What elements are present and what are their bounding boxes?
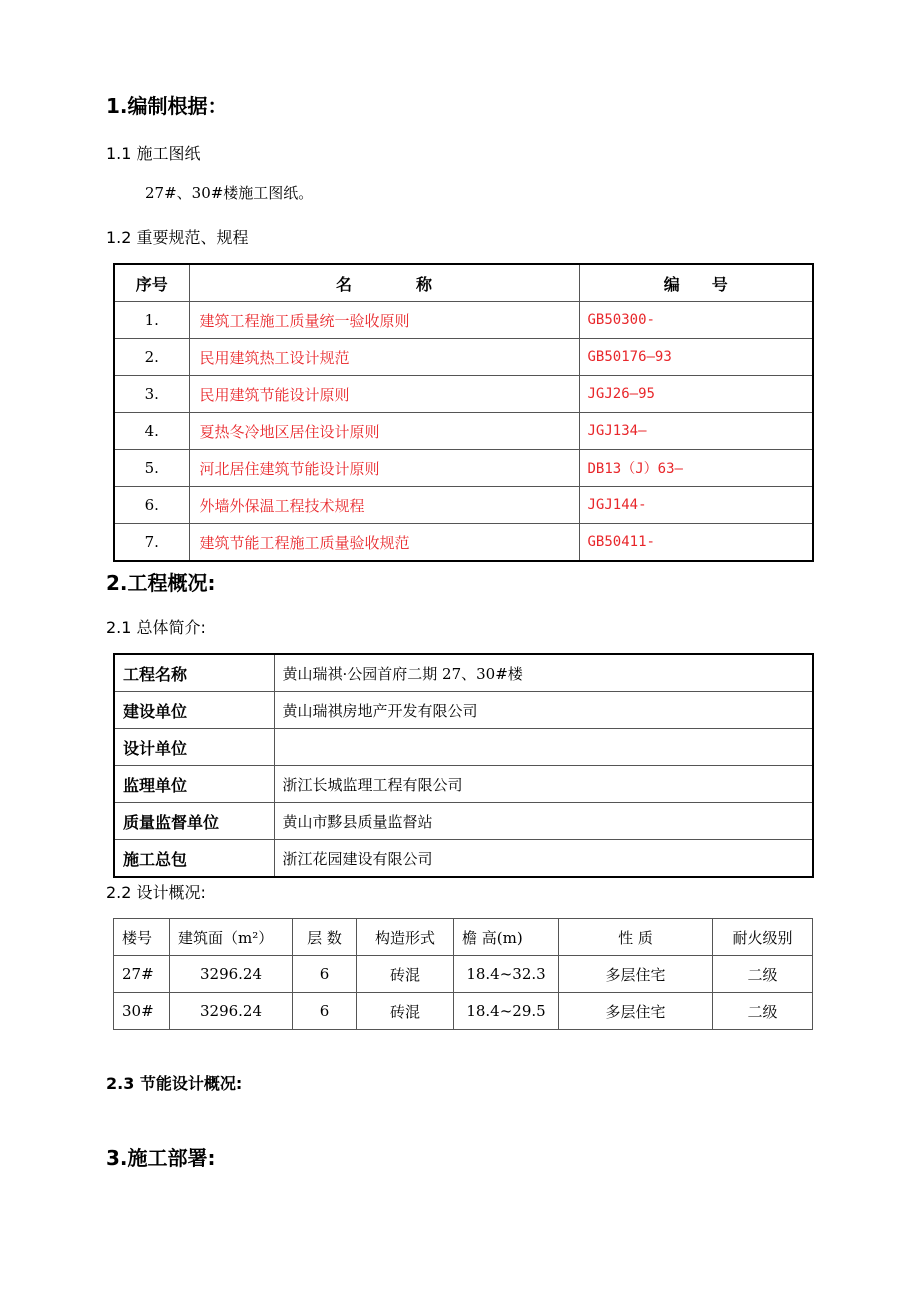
cell-building: 30# (114, 993, 170, 1030)
cell-building: 27# (114, 956, 170, 993)
header-building: 楼号 (114, 919, 170, 956)
row-name: 建筑节能工程施工质量验收规范 (189, 524, 579, 562)
overview-label: 建设单位 (114, 692, 274, 729)
overview-label: 监理单位 (114, 766, 274, 803)
table-row (114, 803, 813, 840)
table-row (114, 654, 813, 692)
row-name: 民用建筑节能设计原则 (189, 376, 579, 413)
table-row (114, 376, 813, 413)
header-no: 序号 (114, 264, 189, 302)
section-2-3-title: 2.3 节能设计概况: (106, 1074, 243, 1093)
table-row (114, 339, 813, 376)
row-no: 6. (114, 487, 189, 524)
table-row (114, 692, 813, 729)
row-name: 外墙外保温工程技术规程 (189, 487, 579, 524)
section-1-title: 1.编制根据： (106, 94, 228, 118)
row-name: 民用建筑热工设计规范 (189, 339, 579, 376)
table-row (114, 766, 813, 803)
cell-floors: 6 (293, 993, 357, 1030)
overview-value (274, 729, 813, 766)
header-area: 建筑面（m²） (170, 919, 293, 956)
section-2-2-title: 2.2 设计概况: (106, 883, 206, 902)
overview-value: 黄山市黟县质量监督站 (274, 803, 813, 840)
cell-floors: 6 (293, 956, 357, 993)
overview-value: 黄山瑞祺房地产开发有限公司 (274, 692, 813, 729)
header-code: 编 号 (579, 264, 813, 302)
cell-structure: 砖混 (357, 993, 454, 1030)
row-no: 1. (114, 302, 189, 339)
row-no: 2. (114, 339, 189, 376)
overview-label: 工程名称 (114, 654, 274, 692)
header-fire-rating: 耐火级别 (713, 919, 813, 956)
table-row (114, 450, 813, 487)
overview-value: 浙江花园建设有限公司 (274, 840, 813, 878)
section-2-title: 2.工程概况: (106, 571, 216, 595)
row-name: 夏热冬冷地区居住设计原则 (189, 413, 579, 450)
section-1-1-text: 27#、30#楼施工图纸。 (145, 184, 314, 202)
overview-value: 浙江长城监理工程有限公司 (274, 766, 813, 803)
section-1-1-title: 1.1 施工图纸 (106, 144, 201, 163)
row-code: GB50300- (579, 302, 813, 339)
table-row (114, 487, 813, 524)
header-structure: 构造形式 (357, 919, 454, 956)
row-code: JGJ134— (579, 413, 813, 450)
header-usage: 性 质 (559, 919, 713, 956)
cell-height: 18.4~29.5 (454, 993, 559, 1030)
overview-table (113, 653, 814, 878)
cell-structure: 砖混 (357, 956, 454, 993)
standards-table (113, 263, 814, 562)
row-no: 3. (114, 376, 189, 413)
header-name: 名 称 (189, 264, 579, 302)
header-floors: 层 数 (293, 919, 357, 956)
cell-area: 3296.24 (170, 956, 293, 993)
section-2-1-title: 2.1 总体简介: (106, 618, 206, 637)
row-no: 4. (114, 413, 189, 450)
table-row (114, 993, 813, 1030)
cell-fire-rating: 二级 (713, 956, 813, 993)
design-table (113, 918, 813, 1030)
section-1-2-title: 1.2 重要规范、规程 (106, 228, 249, 247)
table-row (114, 840, 813, 878)
table-row (114, 956, 813, 993)
cell-fire-rating: 二级 (713, 993, 813, 1030)
row-no: 7. (114, 524, 189, 562)
header-height: 檐 高(m) (454, 919, 559, 956)
cell-area: 3296.24 (170, 993, 293, 1030)
row-code: GB50411- (579, 524, 813, 562)
row-code: GB50176—93 (579, 339, 813, 376)
overview-label: 质量监督单位 (114, 803, 274, 840)
row-code: JGJ144- (579, 487, 813, 524)
overview-label: 施工总包 (114, 840, 274, 878)
table-row (114, 729, 813, 766)
row-code: JGJ26—95 (579, 376, 813, 413)
table-header-row (114, 919, 813, 956)
table-row (114, 302, 813, 339)
table-row (114, 524, 813, 562)
cell-height: 18.4~32.3 (454, 956, 559, 993)
table-header-row (114, 264, 813, 302)
overview-value: 黄山瑞祺·公园首府二期 27、30#楼 (274, 654, 813, 692)
overview-label: 设计单位 (114, 729, 274, 766)
cell-usage: 多层住宅 (559, 956, 713, 993)
row-name: 河北居住建筑节能设计原则 (189, 450, 579, 487)
row-no: 5. (114, 450, 189, 487)
section-3-title: 3.施工部署: (106, 1146, 216, 1170)
cell-usage: 多层住宅 (559, 993, 713, 1030)
row-name: 建筑工程施工质量统一验收原则 (189, 302, 579, 339)
table-row (114, 413, 813, 450)
row-code: DB13（J）63— (579, 450, 813, 487)
